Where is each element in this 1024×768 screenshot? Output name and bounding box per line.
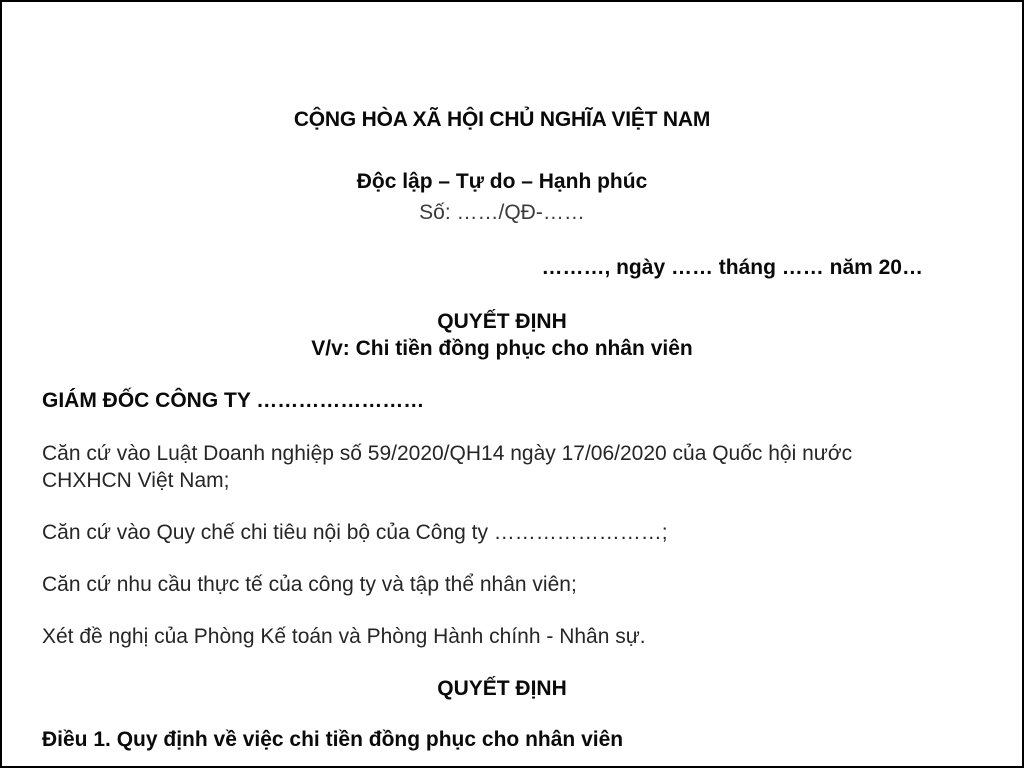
document-content xyxy=(2,2,1022,753)
recital-line: Căn cứ vào Luật Doanh nghiệp số 59/2020/QH14 ngày 17/06/2020 của Quốc hội nước xyxy=(42,442,853,465)
national-motto-heading: Độc lập – Tự do – Hạnh phúc xyxy=(356,170,648,193)
decision-title-block xyxy=(42,308,962,362)
national-name-heading: CỘNG HÒA XÃ HỘI CHỦ NGHĨA VIỆT NAM xyxy=(293,108,711,131)
issuer-line: GIÁM ĐỐC CÔNG TY …………………… xyxy=(42,389,425,412)
recital-line: CHXHCN Việt Nam; xyxy=(42,469,230,492)
document-number-line: Số: ……/QĐ-…… xyxy=(419,201,585,224)
recital-line: Xét đề nghị của Phòng Kế toán và Phòng Hành chính - Nhân sự. xyxy=(42,625,646,648)
decision-title-heading: QUYẾT ĐỊNH xyxy=(437,310,567,333)
place-date-line: ………, ngày …… tháng …… năm 20… xyxy=(541,256,923,279)
decision-title-subject: V/v: Chi tiền đồng phục cho nhân viên xyxy=(311,337,693,360)
recital-line: Căn cứ nhu cầu thực tế của công ty và tập thể nhân viên; xyxy=(42,573,577,596)
recital-paragraph xyxy=(42,440,962,494)
recital-paragraph xyxy=(42,519,962,546)
recital-paragraph xyxy=(42,623,962,650)
recital-line: Căn cứ vào Quy chế chi tiêu nội bộ của Công ty ……………………; xyxy=(42,521,668,544)
recital-paragraph xyxy=(42,571,962,598)
decision-command-heading: QUYẾT ĐỊNH xyxy=(437,677,567,700)
article-1-heading: Điều 1. Quy định về việc chi tiền đồng phục cho nhân viên xyxy=(42,728,624,751)
